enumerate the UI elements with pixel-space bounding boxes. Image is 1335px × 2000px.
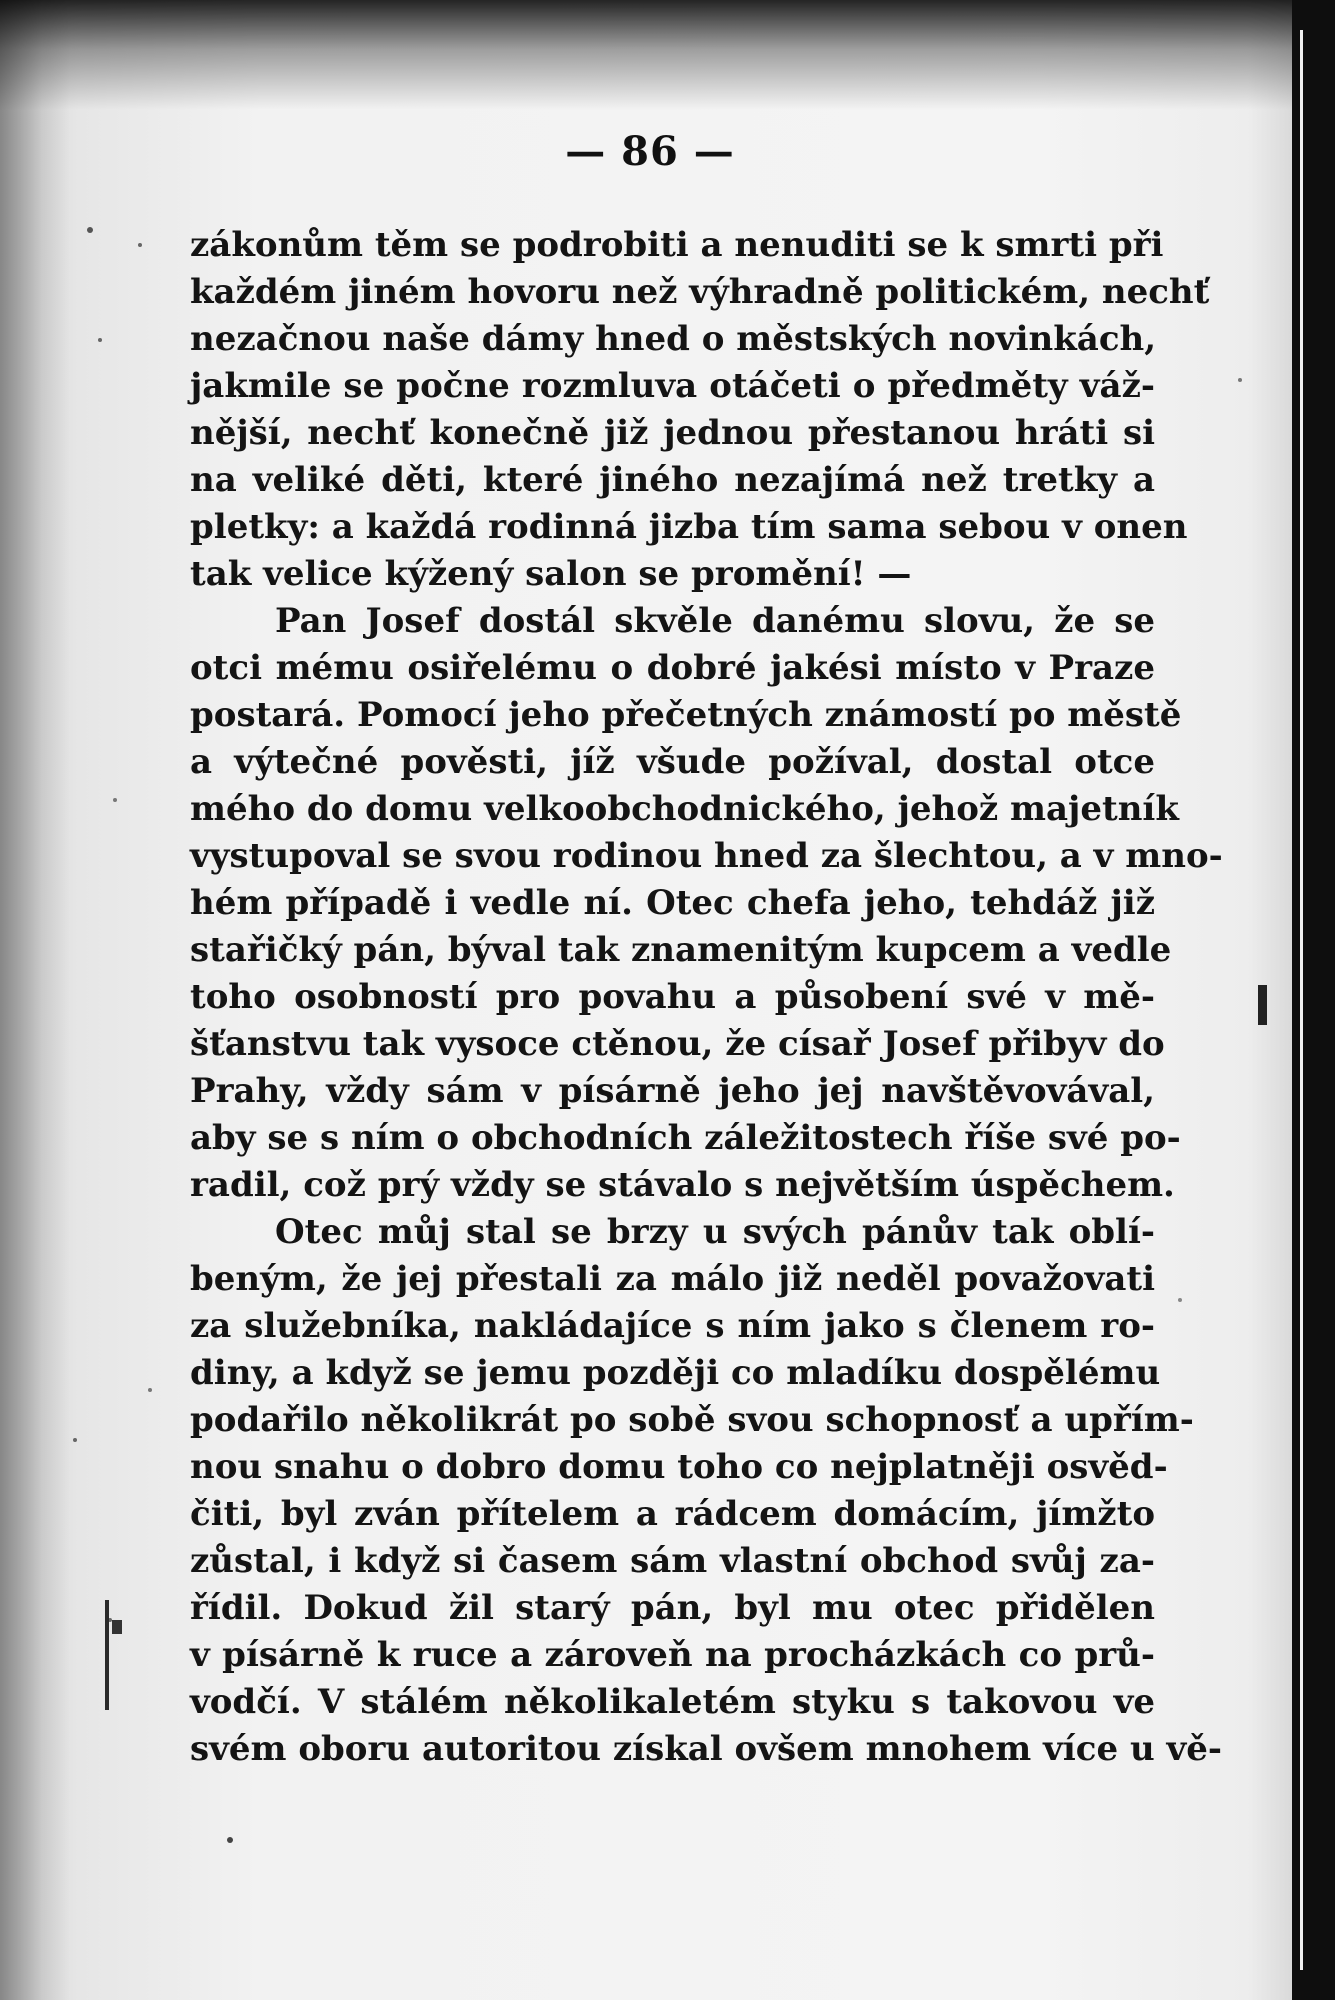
text-line: jakmile se počne rozmluva otáčeti o předměty váž-: [190, 366, 1155, 406]
text-line: Otec můj stal se brzy u svých pánův tak oblí-: [275, 1212, 1155, 1252]
text-line: postará. Pomocí jeho přečetných známostí po městě: [190, 695, 1182, 735]
text-line: toho osobností pro povahu a působení své v mě-: [190, 977, 1155, 1017]
text-line: nější, nechť konečně již jednou přestanou hráti si: [190, 413, 1155, 453]
text-line: stařičký pán, býval tak znamenitým kupcem a vedle: [190, 930, 1172, 970]
text-line: a výtečné pověsti, jíž všude požíval, dostal otce: [190, 742, 1155, 782]
text-line: Prahy, vždy sám v písárně jeho jej navštěvovával,: [190, 1071, 1155, 1111]
text-line: čiti, byl zván přítelem a rádcem domácím, jímžto: [190, 1494, 1155, 1534]
text-line: svém oboru autoritou získal ovšem mnohem více u vě-: [190, 1729, 1223, 1769]
text-line: nou snahu o dobro domu toho co nejplatněji osvěd-: [190, 1447, 1168, 1487]
text-line: hém případě i vedle ní. Otec chefa jeho, tehdáž již: [190, 883, 1155, 923]
body-text: [190, 222, 1223, 1773]
text-line: zákonům těm se podrobiti a nenuditi se k smrti při: [190, 225, 1164, 265]
text-line: vodčí. V stálém několikaletém styku s takovou ve: [190, 1682, 1155, 1722]
text-line: řídil. Dokud žil starý pán, byl mu otec přidělen: [190, 1588, 1155, 1628]
text-line: pletky: a každá rodinná jizba tím sama sebou v onen: [190, 507, 1188, 547]
text-line: radil, což prý vždy se stávalo s největším úspěchem.: [190, 1165, 1175, 1205]
text-line: otci mému osiřelému o dobré jakési místo v Praze: [190, 648, 1155, 688]
text-line: beným, že jej přestali za málo již neděl považovati: [190, 1259, 1155, 1299]
text-line: na veliké děti, které jiného nezajímá než tretky a: [190, 460, 1155, 500]
text-line: podařilo několikrát po sobě svou schopnosť a upřím-: [190, 1400, 1194, 1440]
page-number: — 86 —: [565, 128, 735, 175]
text-line: aby se s ním o obchodních záležitostech říše své po-: [190, 1118, 1181, 1158]
text-line: Pan Josef dostál skvěle danému slovu, že se: [275, 601, 1155, 641]
text-line: zůstal, i když si časem sám vlastní obchod svůj za-: [190, 1541, 1155, 1581]
text-line: v písárně k ruce a zároveň na procházkách co prů-: [190, 1635, 1155, 1675]
text-line: tak velice kýžený salon se promění! —: [190, 554, 912, 594]
text-line: každém jiném hovoru než výhradně politickém, nechť: [190, 272, 1210, 312]
text-line: vystupoval se svou rodinou hned za šlechtou, a v mno-: [190, 836, 1223, 876]
text-line: diny, a když se jemu později co mladíku dospělému: [190, 1353, 1161, 1393]
text-line: šťanstvu tak vysoce ctěnou, že císař Josef přibyv do: [190, 1024, 1165, 1064]
text-line: nezačnou naše dámy hned o městských novinkách,: [190, 319, 1157, 359]
scan-edge-line: [1300, 30, 1303, 1970]
text-line: mého do domu velkoobchodnického, jehož majetník: [190, 789, 1179, 829]
text-line: za služebníka, nakládajíce s ním jako s členem ro-: [190, 1306, 1155, 1346]
